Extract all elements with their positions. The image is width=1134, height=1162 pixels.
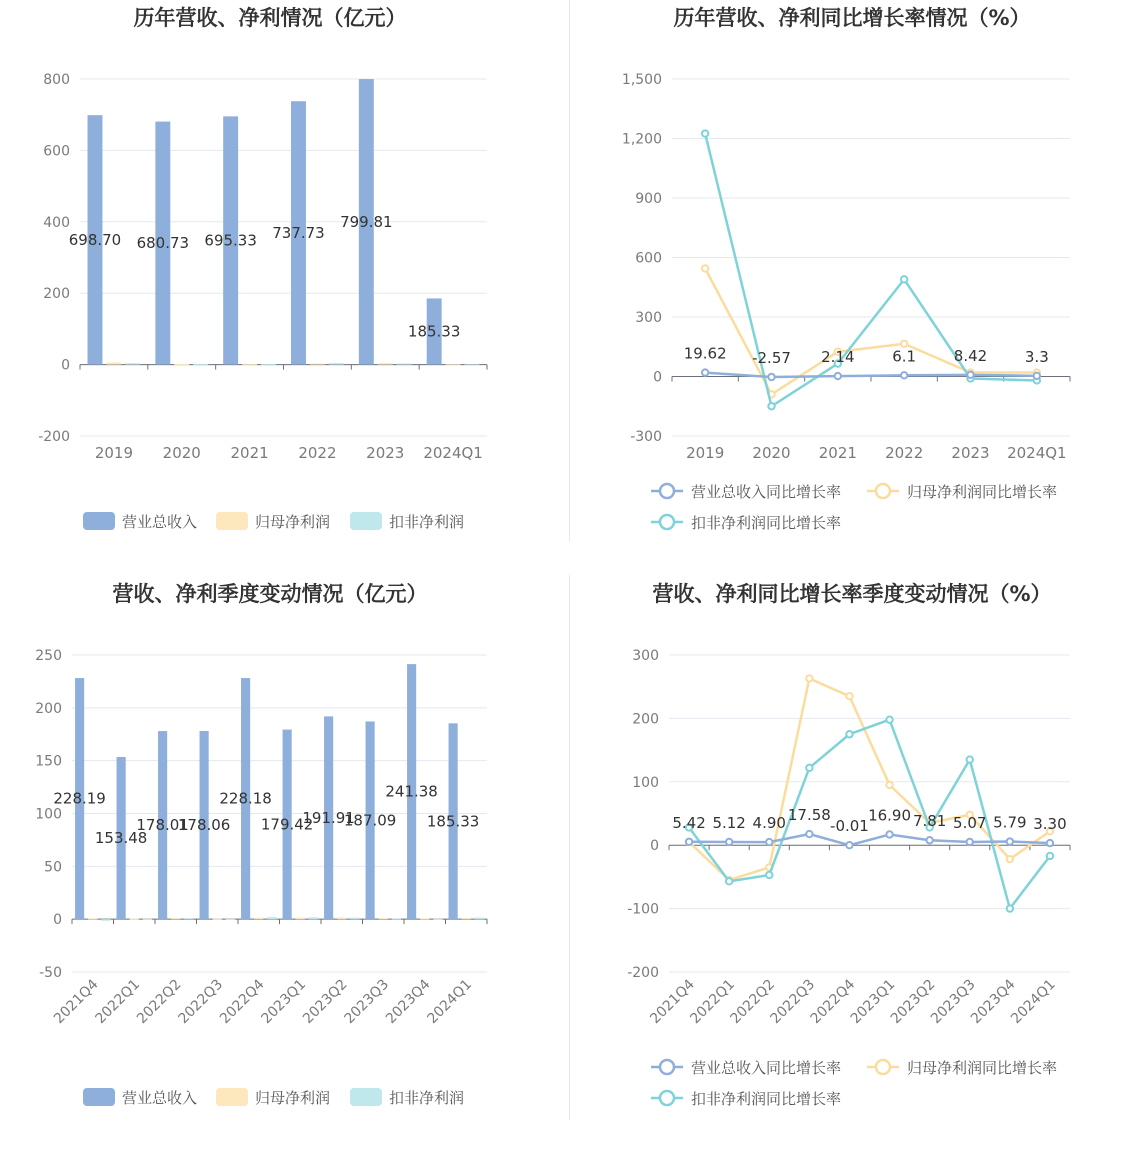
data-label: 5.79	[993, 813, 1027, 832]
y-tick-label: 0	[53, 912, 62, 929]
bar-net-profit	[446, 364, 461, 365]
chart-title: 营收、净利季度变动情况（亿元）	[112, 582, 428, 606]
x-tick-label: 2021	[230, 444, 269, 462]
quarterly-growth-rate-chart	[569, 575, 1134, 1158]
annual-revenue-profit-chart	[0, 0, 569, 560]
legend-marker	[660, 1091, 674, 1105]
quarterly-revenue-profit-svg	[0, 575, 569, 1158]
data-label: 17.58	[787, 806, 831, 825]
y-tick-label: 200	[632, 711, 659, 728]
y-tick-label: 600	[43, 143, 70, 160]
data-point	[1007, 856, 1013, 862]
y-tick-label: 150	[35, 753, 62, 770]
data-label: 5.12	[712, 813, 746, 832]
data-label: 16.90	[868, 806, 912, 825]
data-label: 185.33	[407, 322, 461, 341]
legend-label: 归母净利润同比增长率	[907, 1059, 1058, 1077]
x-tick-label: 2022	[885, 444, 924, 462]
x-tick-label: 2022	[298, 444, 337, 462]
data-point	[726, 878, 732, 884]
legend-label: 营业总收入同比增长率	[691, 1059, 842, 1077]
bar-deducted-profit	[350, 918, 359, 920]
x-tick-label: 2021	[818, 444, 857, 462]
bar-deducted-profit	[433, 919, 442, 920]
y-tick-label: 0	[653, 369, 662, 386]
legend-label: 扣非净利润同比增长率	[691, 514, 842, 532]
data-label: 695.33	[204, 231, 257, 250]
chart-title: 历年营收、净利情况（亿元）	[133, 6, 407, 30]
legend-marker	[876, 1060, 890, 1074]
data-point	[768, 403, 774, 409]
bar-deducted-profit	[309, 917, 318, 919]
x-tick-label: 2023Q2	[299, 976, 351, 1028]
x-tick-label: 2023Q1	[847, 976, 899, 1028]
data-label: 8.42	[953, 346, 988, 365]
x-tick-label: 2022Q2	[727, 976, 779, 1028]
y-tick-label: -300	[630, 429, 662, 445]
bar-deducted-profit	[125, 363, 140, 364]
x-tick-label: 2022Q4	[807, 976, 859, 1028]
data-point	[967, 839, 973, 845]
legend-marker	[876, 484, 890, 498]
bar-deducted-profit	[465, 364, 480, 365]
data-point	[702, 369, 708, 375]
data-point	[835, 373, 841, 379]
data-point	[901, 372, 907, 378]
data-label: 187.09	[343, 811, 397, 830]
x-tick-label: 2023Q3	[341, 976, 393, 1028]
data-label: 153.48	[94, 829, 148, 848]
legend-label: 扣非净利润	[389, 1089, 465, 1107]
y-tick-label: 1,500	[621, 72, 662, 88]
bar-deducted-profit	[267, 917, 276, 919]
legend-marker	[660, 515, 674, 529]
x-tick-label: 2019	[686, 444, 725, 462]
data-point	[726, 839, 732, 845]
data-point	[1007, 905, 1013, 911]
data-label: 6.1	[892, 347, 917, 366]
x-tick-label: 2024Q1	[424, 976, 476, 1028]
bar-net-profit	[337, 917, 346, 919]
data-label: 5.07	[953, 813, 987, 832]
quarterly-growth-rate-svg	[569, 575, 1134, 1158]
data-point	[846, 731, 852, 737]
data-point	[768, 374, 774, 380]
bar-deducted-profit	[143, 919, 152, 920]
bar-net-profit	[379, 918, 388, 919]
data-point	[806, 765, 812, 771]
bar-deducted-profit	[329, 363, 344, 364]
data-point	[806, 675, 812, 681]
legend-swatch	[83, 1088, 115, 1106]
legend-swatch	[216, 1088, 248, 1106]
x-tick-label: 2019	[94, 444, 134, 462]
data-label: 228.18	[219, 789, 272, 808]
data-point	[886, 831, 892, 837]
legend-label: 归母净利润	[255, 513, 331, 531]
y-tick-label: -50	[39, 965, 62, 981]
y-tick-label: 900	[635, 191, 662, 207]
x-tick-label: 2023	[951, 444, 990, 462]
x-tick-label: 2022Q4	[216, 976, 268, 1028]
bar-net-profit	[213, 919, 222, 920]
data-point	[1047, 840, 1053, 846]
data-point	[702, 265, 708, 271]
bar-net-profit	[88, 918, 97, 919]
legend-label: 营业总收入	[122, 1089, 198, 1107]
bar-deducted-profit	[226, 919, 235, 920]
legend-label: 归母净利润	[255, 1089, 331, 1107]
y-tick-label: 100	[632, 774, 659, 791]
x-tick-label: 2023Q3	[927, 976, 979, 1028]
data-label: 191.91	[302, 808, 355, 827]
data-point	[1034, 373, 1040, 379]
x-tick-label: 2022Q2	[133, 976, 185, 1028]
y-tick-label: 400	[43, 214, 70, 231]
bar-deducted-profit	[397, 364, 412, 365]
data-point	[901, 276, 907, 282]
legend-marker	[660, 484, 674, 498]
x-tick-label: 2021Q4	[50, 976, 102, 1028]
data-point	[967, 756, 973, 762]
y-tick-label: -200	[627, 965, 659, 981]
legend-marker	[660, 1060, 674, 1074]
bar-deducted-profit	[184, 918, 193, 919]
x-tick-label: 2023Q4	[968, 976, 1019, 1028]
data-point	[806, 831, 812, 837]
data-point	[926, 837, 932, 843]
annual-growth-rate-chart	[569, 0, 1134, 560]
data-label: 185.33	[426, 812, 480, 831]
data-point	[766, 839, 772, 845]
data-label: 680.73	[136, 234, 190, 253]
legend-label: 归母净利润同比增长率	[907, 483, 1058, 501]
bar-net-profit	[106, 362, 121, 364]
legend-swatch	[350, 512, 382, 530]
legend-label: 营业总收入	[122, 513, 198, 531]
x-tick-label: 2023Q2	[887, 976, 939, 1028]
y-tick-label: 300	[632, 648, 659, 664]
data-label: 2.14	[821, 348, 855, 367]
bar-deducted-profit	[261, 364, 276, 365]
bar-net-profit	[310, 364, 325, 365]
legend-label: 扣非净利润同比增长率	[691, 1090, 842, 1108]
y-tick-label: -200	[38, 429, 70, 445]
y-tick-label: 100	[35, 806, 62, 823]
chart-title: 营收、净利同比增长率季度变动情况（%）	[652, 582, 1052, 606]
x-tick-label: 2022Q1	[92, 976, 144, 1028]
chart-title: 历年营收、净利同比增长率情况（%）	[673, 6, 1031, 30]
bar-net-profit	[378, 363, 393, 364]
bar-net-profit	[171, 918, 180, 919]
bar-net-profit	[254, 918, 263, 920]
bar-deducted-profit	[392, 918, 401, 919]
data-label: -2.57	[752, 349, 791, 368]
x-tick-label: 2024Q1	[1007, 444, 1067, 462]
data-point	[967, 372, 973, 378]
data-label: 178.01	[136, 816, 189, 835]
legend-label: 营业总收入同比增长率	[691, 483, 842, 501]
bar-net-profit	[420, 918, 429, 919]
quarterly-revenue-profit-chart	[0, 575, 569, 1158]
data-label: 5.42	[672, 813, 706, 832]
bar-net-profit	[296, 918, 305, 920]
data-label: 4.90	[752, 814, 786, 833]
bar-deducted-profit	[193, 364, 208, 365]
y-tick-label: 200	[43, 286, 70, 303]
legend-swatch	[350, 1088, 382, 1106]
data-label: -0.01	[830, 817, 869, 836]
annual-revenue-profit-svg	[0, 0, 569, 560]
data-label: 241.38	[385, 782, 438, 801]
bar-deducted-profit	[475, 918, 484, 920]
x-tick-label: 2023Q4	[382, 976, 434, 1028]
y-tick-label: 0	[650, 838, 659, 855]
y-tick-label: 50	[44, 859, 62, 876]
data-label: 7.81	[912, 812, 947, 831]
bar-net-profit	[130, 919, 139, 920]
bar-net-profit	[462, 918, 471, 919]
data-point	[886, 782, 892, 788]
legend-label: 扣非净利润	[389, 513, 465, 531]
y-tick-label: 600	[635, 250, 662, 267]
y-tick-label: 1,200	[621, 131, 662, 148]
annual-growth-rate-svg	[569, 0, 1134, 560]
data-label: 799.81	[340, 212, 393, 231]
data-label: 228.19	[53, 789, 106, 808]
data-label: 698.70	[68, 230, 122, 249]
legend-swatch	[83, 512, 115, 530]
x-tick-label: 2021Q4	[647, 976, 698, 1028]
data-point	[886, 716, 892, 722]
data-label: 178.06	[177, 816, 231, 835]
y-tick-label: -100	[627, 901, 659, 918]
data-point	[846, 842, 852, 848]
x-tick-label: 2024Q1	[1008, 976, 1059, 1028]
x-tick-label: 2022Q3	[175, 976, 227, 1028]
x-tick-label: 2020	[752, 444, 791, 462]
y-tick-label: 800	[43, 72, 70, 88]
y-tick-label: 200	[35, 700, 62, 717]
bar-net-profit	[242, 364, 257, 365]
data-label: 3.3	[1024, 347, 1049, 366]
data-point	[1007, 838, 1013, 844]
x-tick-label: 2023Q1	[258, 976, 310, 1028]
data-point	[846, 693, 852, 699]
x-tick-label: 2024Q1	[423, 444, 483, 462]
y-tick-label: 300	[635, 310, 662, 326]
y-tick-label: 250	[35, 648, 62, 664]
bar-net-profit	[174, 364, 189, 365]
data-label: 737.73	[272, 223, 325, 242]
data-point	[686, 839, 692, 845]
data-point	[702, 130, 708, 136]
data-point	[766, 872, 772, 878]
x-tick-label: 2020	[162, 444, 201, 462]
data-label: 179.42	[260, 815, 314, 834]
data-point	[1047, 853, 1053, 859]
data-label: 19.62	[683, 344, 727, 363]
data-label: 3.30	[1033, 815, 1067, 834]
y-tick-label: 0	[61, 357, 70, 374]
data-point	[901, 341, 907, 347]
legend-swatch	[216, 512, 248, 530]
x-tick-label: 2022Q1	[687, 976, 738, 1028]
x-tick-label: 2022Q3	[767, 976, 819, 1028]
bar-deducted-profit	[101, 919, 110, 921]
x-tick-label: 2023	[366, 444, 405, 462]
